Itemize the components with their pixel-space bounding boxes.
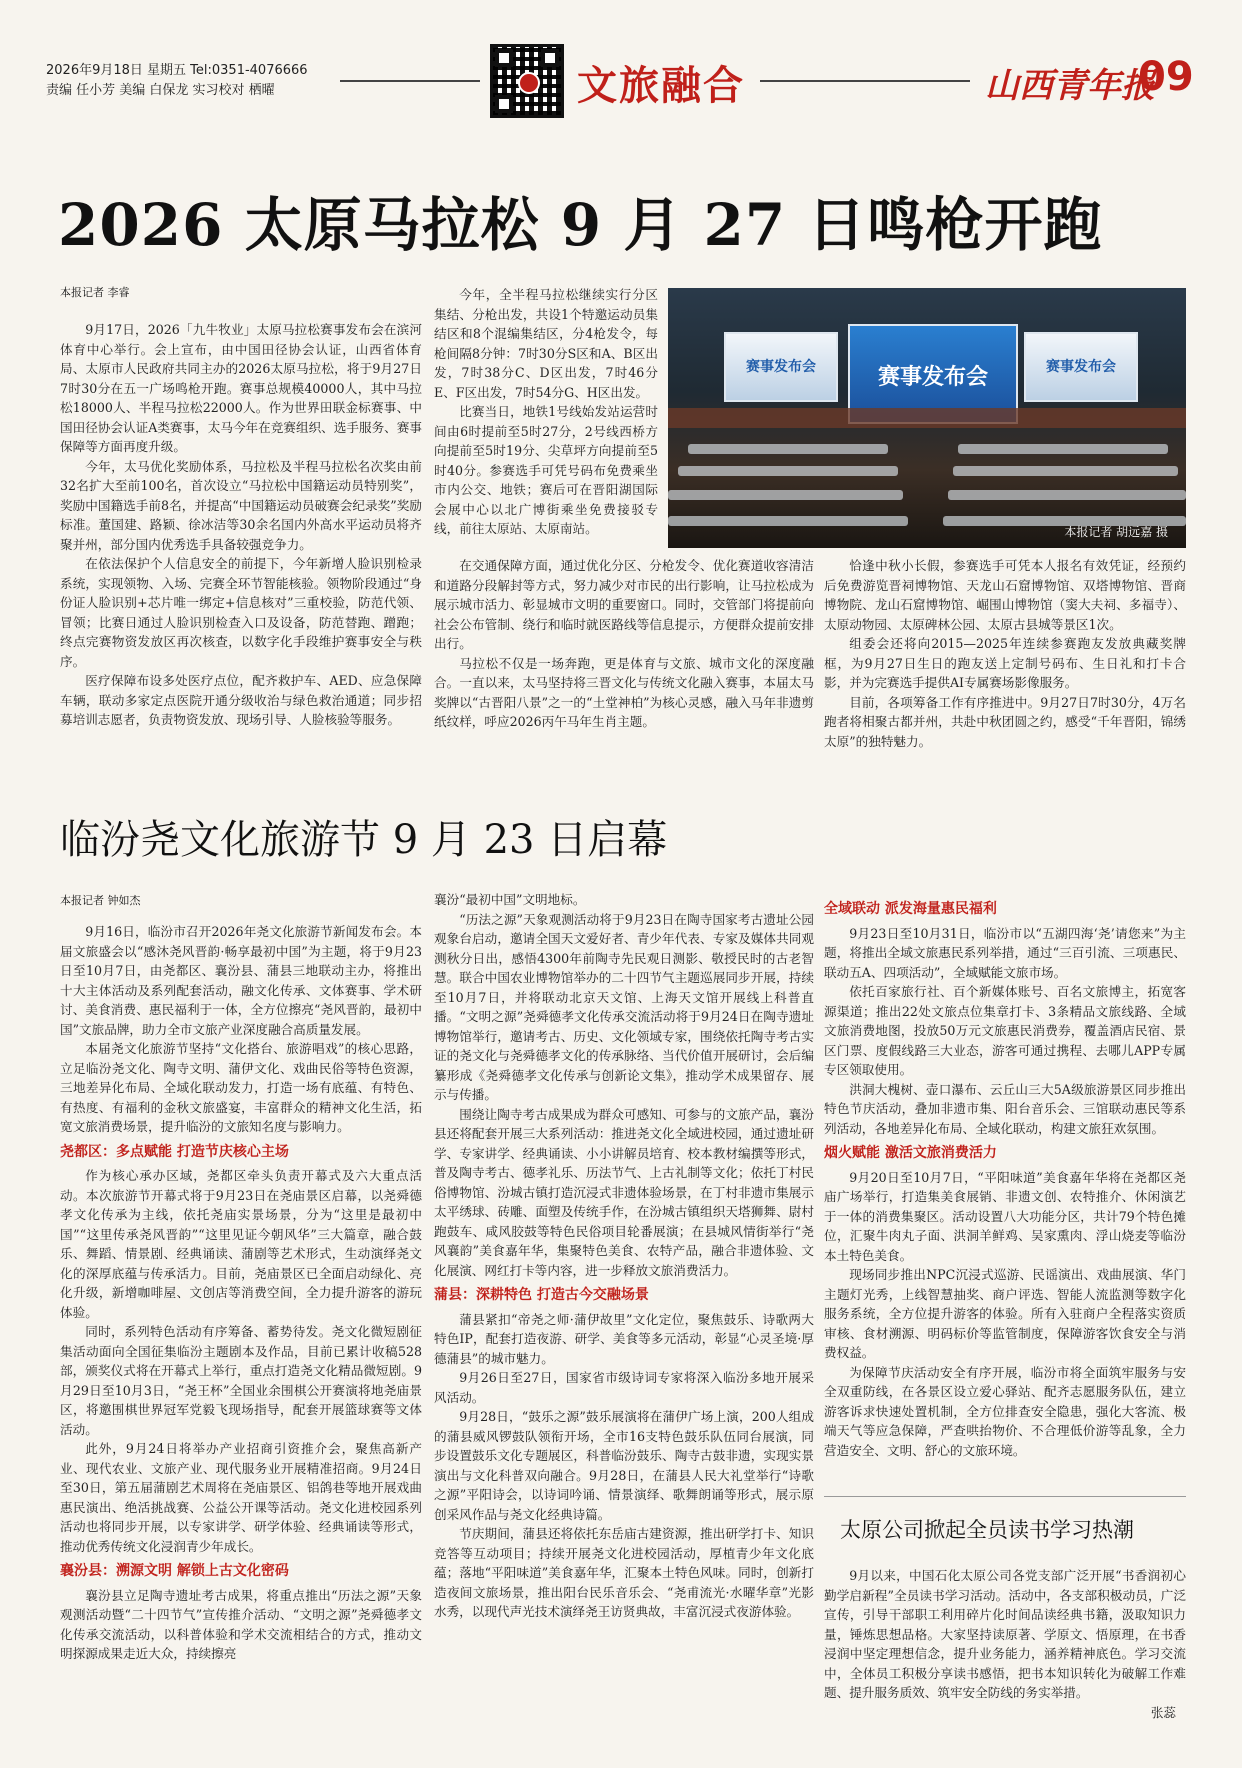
article1-column-2 [434, 285, 658, 553]
article3-separator [824, 1496, 1186, 1497]
paragraph: 为保障节庆活动安全有序开展，临汾市将全面筑牢服务与安全双重防线，在各景区设立爱心驿站、配齐志愿服务队伍，建立游客诉求快速处置机制，全方位排查安全隐患，强化大客流、极端天气等应急保障，严查哄抬物价、不合理低价游等乱象，全力营造安全、文明、舒心的文旅环境。 [824, 1364, 1186, 1458]
paragraph: 目前，各项筹备工作有序推进中。9月27日7时30分，4万名跑者将相聚古都并州，共赴中秋团圆之约，感受“千年晋阳，锦绣太原”的独特魅力。 [824, 694, 1186, 749]
staff-line: 责编 任小芳 美编 白保龙 实习校对 栖曜 [46, 83, 275, 98]
paragraph: 依托百家旅行社、百个新媒体账号、百名文旅博主，拓宽客源渠道；推出22处文旅点位集章打卡、3条精品文旅线路、全域文旅消费地图，投放50万元文旅惠民消费券，覆盖酒店民宿、景区门票、度假线路三大业态，游客可通过携程、去哪儿APP专属专区领取使用。 [824, 984, 1186, 1077]
paragraph: 在依法保护个人信息安全的前提下，今年新增人脸识别检录系统，实现领物、入场、完赛全环节智能核验。领物阶段通过“身份证人脸识别+芯片唯一绑定+信息核对”三重校验，防范代领、冒领；比赛日通过人脸识别检查入口及设备，防范替跑、蹭跑；终点完赛物资发放区再次核查，以数字化手段维护赛事安全与秩序。 [60, 556, 422, 669]
article2-headline: 临汾尧文化旅游节 9 月 23 日启幕 [60, 817, 668, 863]
header-rule-right [760, 80, 970, 82]
article1-headline: 2026 太原马拉松 9 月 27 日鸣枪开跑 [58, 191, 1103, 259]
paragraph: 此外，9月24日将举办产业招商引资推介会，聚焦高新产业、现代农业、文旅产业、现代服务业开展精准招商。9月24日至30日，第五届蒲剧艺术周将在尧庙景区、铝鸽巷等地开展戏曲惠民演出、绝活挑战赛、公益公开课等活动。尧文化进校园系列活动也将同步开展，以专家讲学、研学体验、经典诵读等形式，推动优秀传统文化浸润青少年成长。 [60, 1441, 422, 1554]
article3-paragraph: 9月以来，中国石化太原公司各党支部广泛开展“书香润初心 勤学启新程”全员读书学习活动。活动中，各支部积极动员，广泛宣传，引导干部职工利用碎片化时间品读经典书籍，汲取知识力量，锤炼思想品格。大家坚持读原著、学原文、悟原理，在书香浸润中坚定理想信念，提升业务能力，涵养精神底色。学习交流中，全体员工积极分享读书感悟，把书本知识转化为破解工作难题、提升服务质效、筑牢安全防线的务实举措。 [824, 1568, 1186, 1700]
paragraph: 9月17日，2026「九牛牧业」太原马拉松赛事发布会在滨河体育中心举行。会上宣布，由中国田径协会认证，山西省体育局、太原市人民政府共同主办的2026太原马拉松，将于9月27日7时30分在五一广场鸣枪开跑。赛事总规模40000人，其中马拉松18000人、半程马拉松22000人。作为世界田联金标赛事、中国田径协会认证A类赛事，太马今年在竞赛组织、选手服务、赛事保障等方面再度升级。 [60, 322, 422, 454]
paragraph: 在交通保障方面，通过优化分区、分枪发令、优化赛道收容清洁和道路分段解封等方式，努力减少对市民的出行影响，让马拉松成为展示城市活力、彰显城市文明的重要窗口。同时，交管部门将提前向社会公布管制、绕行和临时就医路线等信息提示，方便群众提前安排出行。 [434, 558, 814, 651]
paragraph: 今年，全半程马拉松继续实行分区集结、分枪出发，共设1个特邀运动员集结区和8个混编集结区，分4枪发令，每枪间隔8分钟：7时30分S区和A、B区出发，7时38分C、D区出发，7时46分E、F区出发，7时54分G、H区出发。 [434, 287, 658, 400]
article2-column-2 [434, 890, 814, 1752]
section-title: 文旅融合 [577, 62, 745, 109]
newspaper-brand: 山西青年报 [985, 66, 1155, 106]
paragraph: 作为核心承办区域，尧都区牵头负责开幕式及六大重点活动。本次旅游节开幕式将于9月23日在尧庙景区启幕，以尧舜德孝文化传承为主线，依托尧庙实景场景，分为“这里是最初中国”“这里传承尧风晋韵”“这里见证今朝风华”三大篇章，融合鼓乐、舞蹈、情景剧、经典诵读、蒲剧等艺术形式，生动演绎尧文化的深厚底蕴与传承活力。目前，尧庙景区已全面启动绿化、亮化升级，新增咖啡屋、文创店等消费空间，全力提升游客的游玩体验。 [60, 1168, 422, 1320]
photo-side-screen-left: 赛事发布会 [724, 332, 838, 402]
paragraph: 本届尧文化旅游节坚持“文化搭台、旅游唱戏”的核心思路，立足临汾尧文化、陶寺文明、蒲伊文化、戏曲民俗等特色资源，三地差异化布局、全域化联动发力，打造一场有底蕴、有特色、有热度、有福利的金秋文旅盛宴，丰富群众的精神文化生活，拓宽文旅消费场景，提升临汾的文旅知名度与影响力。 [60, 1041, 422, 1134]
photo-side-screen-right: 赛事发布会 [1024, 332, 1138, 402]
article1-byline: 本报记者 李睿 [60, 286, 130, 299]
article3-body [824, 1566, 1186, 1746]
press-conference-photo [668, 288, 1186, 548]
paragraph: 9月23日至10月31日，临汾市以“五湖四海‘尧’请您来”为主题，将推出全域文旅惠民系列举措，通过“三百引流、三项惠民、联动五A、四项活动”，全域赋能文旅市场。 [824, 925, 1186, 980]
paragraph: 现场同步推出NPC沉浸式巡游、民谣演出、戏曲展演、华门主题灯光秀，上线智慧抽奖、商户评选、智能人流监测等数字化服务系统，全方位提升游客的体验。所有入驻商户全程落实资质审核、食材溯源、明码标价等监管制度，保障游客饮食安全与消费权益。 [824, 1267, 1186, 1360]
paragraph: 医疗保障布设多处医疗点位，配齐救护车、AED、应急保障车辆，联动多家定点医院开通分级收治与绿色救治通道；同步招募培训志愿者，负责物资发放、现场引导、人脸核验等服务。 [60, 673, 422, 727]
paragraph: 同时，系列特色活动有序筹备、蓄势待发。尧文化微短剧征集活动面向全国征集临汾主题剧本及作品，目前已累计收稿528部，颁奖仪式将在开幕式上举行，重点打造尧文化精品微短剧。9月29日至10月3日，“尧王杯”全国业余围棋公开赛演将地尧庙景区，将邀围棋世界冠军党毅飞现场指导，配套开展篮球赛等文体活动。 [60, 1324, 422, 1437]
paragraph: 蒲县紧扣“帝尧之师·蒲伊故里”文化定位，聚焦鼓乐、诗歌两大特色IP，配套打造夜游、研学、美食等多元活动，彰显“心灵圣境·厚德蒲县”的城市魅力。 [434, 1311, 814, 1366]
article3-headline: 太原公司掀起全员读书学习热潮 [840, 1518, 1134, 1542]
qr-code-icon [490, 44, 564, 118]
header-rule-left [340, 80, 480, 82]
paragraph: 恰逢中秋小长假，参赛选手可凭本人报名有效凭证，经预约后免费游览晋祠博物馆、天龙山石窟博物馆、双塔博物馆、晋商博物院、龙山石窟博物馆、崛围山博物馆（窦大夫祠、多福寺）、太原动物园、太原碑林公园、太原古县城等景区1次。 [824, 558, 1186, 632]
article3-author: 张蕊 [1150, 1704, 1176, 1720]
article2-column-1 [60, 922, 422, 1752]
subheading: 蒲县：深耕特色 打造古今交融场景 [434, 1287, 649, 1303]
paragraph: “历法之源”天象观测活动将于9月23日在陶寺国家考古遗址公园观象台启动，邀请全国天文爱好者、青少年代表、专家及媒体共同观测秋分日出，感悟4300年前陶寺先民观日测影、敬授民时的古老智慧。联合中国农业博物馆举办的二十四节气主题巡展同步开展，持续至10月7日，并将联动北京天文馆、上海天文馆开展线上科普直播。“文明之源”尧舜德孝文化传承交流活动将于9月24日在陶寺遗址博物馆举行，邀请考古、历史、文化领域专家，围绕依托陶寺考古实证的尧文化与尧舜德孝文化的传承脉络、当代价值开展研讨，会后编纂形成《尧舜德孝文化传承与创新论文集》，推动学术成果留存、展示与传播。 [434, 911, 814, 1102]
paragraph: 襄汾“最初中国”文明地标。 [434, 892, 586, 907]
article1-column-2b [434, 556, 814, 756]
paragraph: 马拉松不仅是一场奔跑，更是体育与文旅、城市文化的深度融合。一直以来，太马坚持将三晋文化与传统文化融入赛事，本届太马奖牌以“古晋阳八景”之一的“土堂神柏”为核心灵感，融入马年非遗剪纸纹样，呼应2026丙午马年生肖主题。 [434, 655, 814, 729]
paragraph: 节庆期间，蒲县还将依托东岳庙古建资源，推出研学打卡、知识竞答等互动项目；持续开展尧文化进校园活动，厚植青少年文化底蕴；落地“平阳味道”美食嘉年华，汇聚本土特色风味。同时，创新打造夜间文旅场景，推出阳台民乐音乐会、“尧甫流光·水曜华章”光影水秀，以现代声光技术演绎尧王访贤典故，丰富沉浸式夜游体验。 [434, 1526, 814, 1619]
paragraph: 9月28日，“鼓乐之源”鼓乐展演将在蒲伊广场上演，200人组成的蒲县威风锣鼓队领衔开场，全市16支特色鼓乐队伍同台展演，同步设置鼓乐文化专题展区，科普临汾鼓乐、陶寺古鼓非遗，实现实景演出与文化科普双向融合。9月28日，在蒲县人民大礼堂举行“诗歌之源”平阳诗会，以诗词吟诵、情景演绎、歌舞朗诵等形式，展示原创采风作品与尧文化经典诗篇。 [434, 1409, 814, 1522]
subheading: 全域联动 派发海量惠民福利 [824, 901, 997, 917]
subheading: 烟火赋能 激活文旅消费活力 [824, 1145, 997, 1161]
date-line: 2026年9月18日 星期五 Tel:0351-4076666 [46, 63, 308, 78]
photo-main-screen: 赛事发布会 [848, 324, 1018, 424]
paragraph: 襄汾县立足陶寺遗址考古成果，将重点推出“历法之源”天象观测活动暨“二十四节气”宣传推介活动、“文明之源”尧舜德孝文化传承交流活动，以科普体验和学术交流相结合的方式，推动文明探源成果走近大众，持续擦亮 [60, 1587, 422, 1661]
page-number: 09 [1138, 54, 1194, 100]
paragraph: 9月16日，临汾市召开2026年尧文化旅游节新闻发布会。本届文旅盛会以“感沐尧风晋韵·畅享最初中国”为主题，将于9月23日至10月7日，由尧都区、襄汾县、蒲县三地联动主办，将推出十大主体活动及系列配套活动，融文化传承、文体赛事、学术研讨、美食消费、惠民福利于一体，全方位擦亮“尧风晋韵，最初中国”文旅品牌，助力全市文旅产业深度融合高质量发展。 [60, 924, 422, 1037]
paragraph: 9月26日至27日，国家省市级诗词专家将深入临汾多地开展采风活动。 [434, 1370, 814, 1405]
article2-byline: 本报记者 钟如杰 [60, 894, 141, 907]
photo-credit: 本报记者 胡远嘉 摄 [1064, 525, 1168, 539]
paragraph: 组委会还将向2015—2025年连续参赛跑友发放典藏奖牌框，为9月27日生日的跑友送上定制号码布、生日礼和打卡合影，并为完赛选手提供AI专属赛场影像服务。 [824, 636, 1186, 690]
article1-column-1 [60, 320, 422, 760]
paragraph: 比赛当日，地铁1号线始发站运营时间由6时提前至5时27分，2号线西桥方向提前至5时19分、尖草坪方向提前至5时40分。参赛选手可凭号码布免费乘坐市内公交、地铁；赛后可在晋阳湖国际会展中心以北广博街乘坐免费接驳专线，前往太原站、太原南站。 [434, 404, 658, 536]
article2-column-3 [824, 894, 1186, 1472]
article1-column-4 [824, 556, 1186, 756]
subheading: 尧都区：多点赋能 打造节庆核心主场 [60, 1143, 289, 1160]
paragraph: 今年，太马优化奖励体系，马拉松及半程马拉松名次奖由前32名扩大至前100名，首次设立“马拉松中国籍运动员特别奖”，奖励中国籍选手前8名，并提高“中国籍运动员破赛会纪录奖”奖励标准。董国建、路颖、徐冰洁等30余名国内外高水平运动员将齐聚并州，部分国内优秀选手具备较强竞争力。 [60, 458, 422, 552]
paragraph: 围绕让陶寺考古成果成为群众可感知、可参与的文旅产品，襄汾县还将配套开展三大系列活动：推进尧文化全域进校园，通过遗址研学、专家讲学、经典诵读、小小讲解员培育、校本教材编撰等形式，普及陶寺考古、德孝礼乐、历法节气、上古礼制等文化；依托丁村民俗博物馆、汾城古镇打造沉浸式非遗体验场景，在丁村非遗市集展示太平绣球、砖雕、面塑及传统手作，在汾城古镇组织天塔狮舞、尉村跑鼓车、咸风胶鼓等特色民俗项目轮番展演；在县城风情街举行“尧风襄韵”美食嘉年华，集聚特色美食、农特产品，融合非遗体验、文化展演、网红打卡等内容，进一步释放文旅消费活力。 [434, 1106, 814, 1278]
subheading: 襄汾县：溯源文明 解锁上古文化密码 [60, 1563, 289, 1579]
paragraph: 9月20日至10月7日，“平阳味道”美食嘉年华将在尧都区尧庙广场举行，打造集美食展销、非遗文创、农特推介、休闲演艺于一体的消费集聚区。活动设置八大功能分区，共计79个特色摊位，汇聚牛肉丸子面、洪洞羊鲜鸡、吴家熏肉、浮山烧麦等临汾本土特色美食。 [824, 1169, 1186, 1263]
paragraph: 洪洞大槐树、壶口瀑布、云丘山三大5A级旅游景区同步推出特色节庆活动，叠加非遗市集、阳台音乐会、三馆联动惠民等系列活动，各地差异化布局、全域化联动，构建文旅狂欢氛围。 [824, 1081, 1186, 1136]
